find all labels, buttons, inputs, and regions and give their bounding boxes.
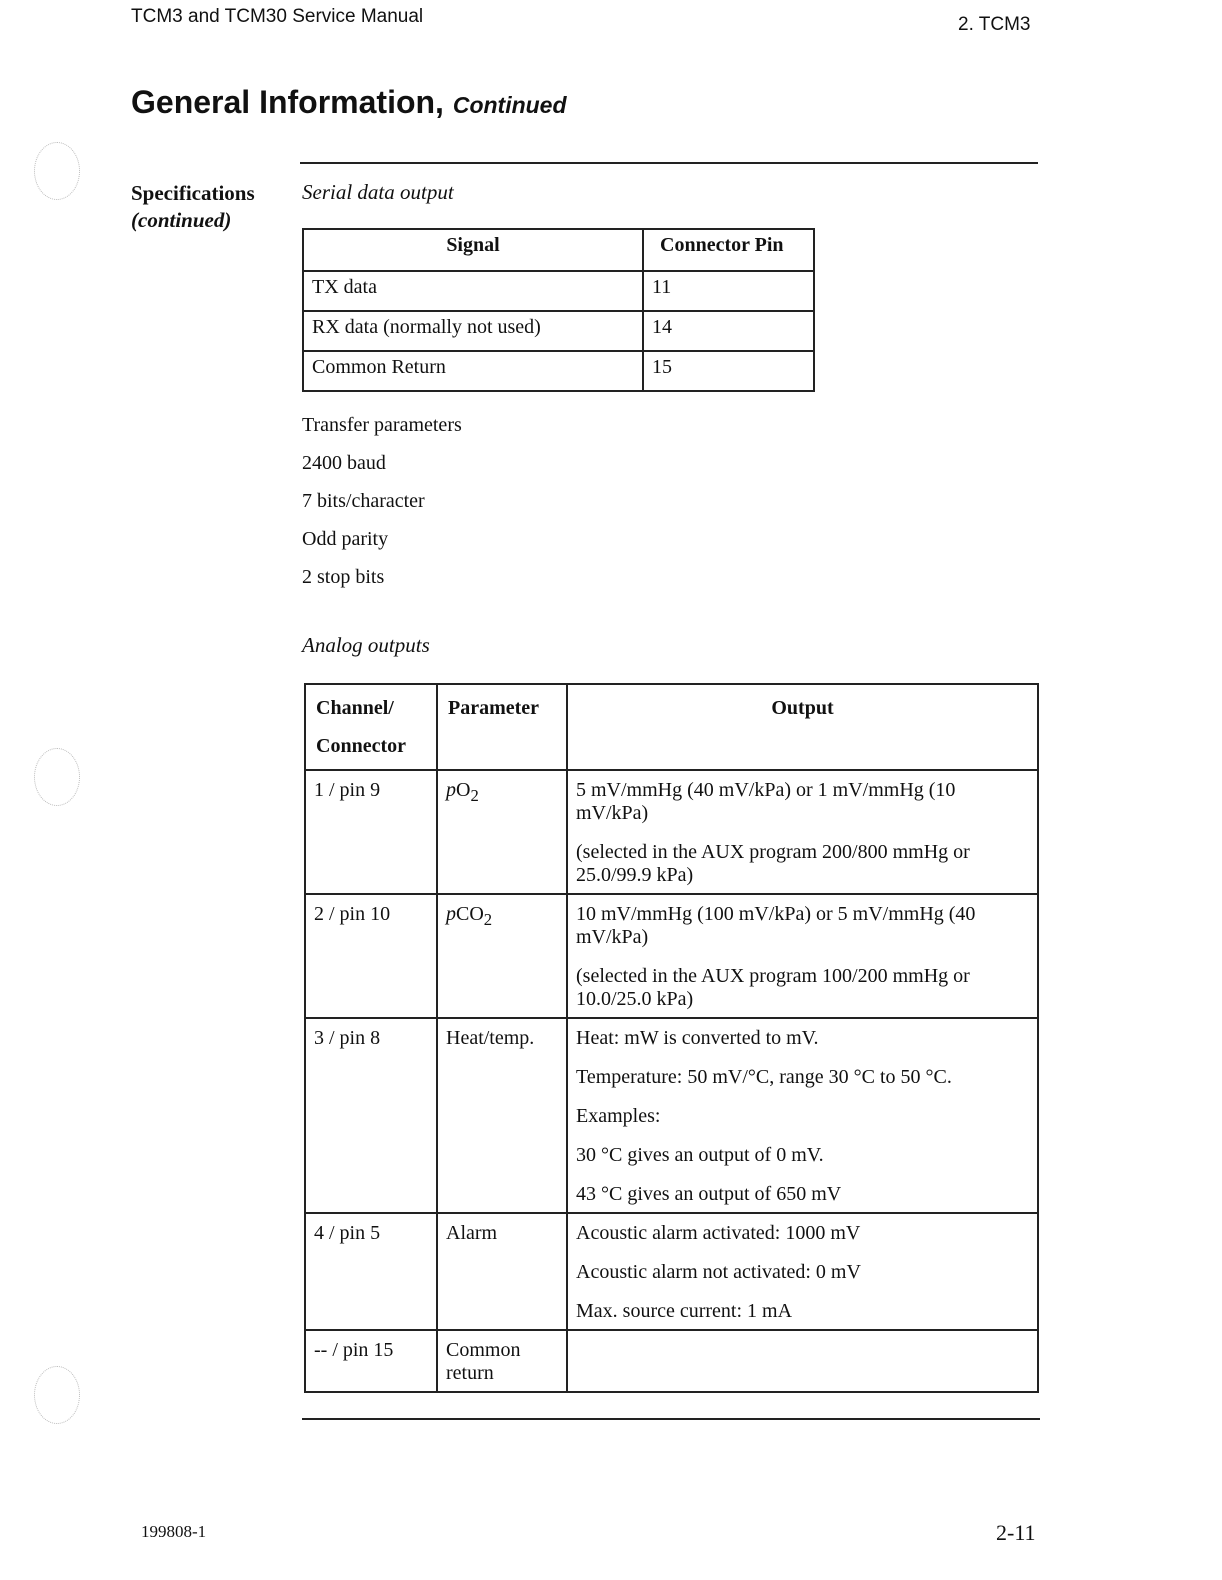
output-cell [567,1213,1038,1330]
parameter-cell: Common return [437,1330,567,1392]
page-title [131,84,567,121]
output-cell [567,1330,1038,1392]
transfer-parameters-list [302,406,462,596]
bottom-divider [302,1418,1040,1420]
section-label-continued: (continued) [131,208,232,232]
table-row [305,1330,1038,1392]
parameter-main: O [456,779,471,801]
header-manual-title: TCM3 and TCM30 Service Manual [131,6,424,27]
transfer-parameters-title: Transfer parameters [302,414,462,436]
channel-cell: 3 / pin 8 [305,1018,437,1213]
output-line: 30 °C gives an output of 0 mV. [576,1144,824,1166]
column-header-channel-line1: Channel/ [316,697,394,719]
table-header-row [303,229,814,271]
table-row [305,1018,1038,1213]
table-row [303,311,814,351]
table-row [305,1213,1038,1330]
serial-output-title: Serial data output [302,180,454,204]
page-title-continued: Continued [452,92,567,118]
parameter-subscript: 2 [483,910,493,929]
parameter-cell: Alarm [437,1213,567,1330]
column-header-channel-line2: Connector [316,735,406,757]
parameter-main: CO [456,903,484,925]
channel-cell: -- / pin 15 [305,1330,437,1392]
output-line: (selected in the AUX program 200/800 mmHg or 25.0/99.9 kPa) [576,841,970,886]
top-divider [300,162,1038,164]
punch-hole-mark [34,142,80,200]
signal-cell: RX data (normally not used) [303,311,643,351]
header-chapter: 2. TCM3 [958,14,1031,35]
parameter-prefix: p [446,903,456,925]
column-header-signal: Signal [303,229,643,271]
table-row [305,894,1038,1018]
column-header-connector-pin: Connector Pin [643,229,814,271]
output-line: 10 mV/mmHg (100 mV/kPa) or 5 mV/mmHg (40 mV/kPa) [576,903,976,948]
pin-cell: 11 [643,271,814,311]
column-header-channel [305,684,437,770]
output-cell [567,894,1038,1018]
list-item: 2400 baud [302,452,386,474]
page-title-main: General Information, [131,84,444,120]
pin-cell: 15 [643,351,814,391]
output-line: Examples: [576,1105,661,1127]
serial-output-table [302,228,815,392]
channel-cell: 4 / pin 5 [305,1213,437,1330]
output-cell [567,770,1038,894]
output-line: 43 °C gives an output of 650 mV [576,1183,842,1205]
output-line: Max. source current: 1 mA [576,1300,793,1322]
table-header-row [305,684,1038,770]
parameter-cell [437,894,567,1018]
parameter-subscript: 2 [470,786,479,805]
table-row [303,271,814,311]
section-label-main: Specifications [131,181,255,205]
channel-cell: 1 / pin 9 [305,770,437,894]
output-line: (selected in the AUX program 100/200 mmHg or 10.0/25.0 kPa) [576,965,970,1010]
signal-cell: Common Return [303,351,643,391]
list-item: 2 stop bits [302,566,385,588]
output-line: Heat: mW is converted to mV. [576,1027,819,1049]
footer-document-number: 199808-1 [141,1522,207,1541]
output-line: Temperature: 50 mV/°C, range 30 °C to 50 °C. [576,1066,952,1088]
table-row [303,351,814,391]
parameter-cell [437,770,567,894]
output-cell [567,1018,1038,1213]
analog-outputs-title: Analog outputs [302,633,430,657]
column-header-parameter: Parameter [437,684,567,770]
parameter-cell: Heat/temp. [437,1018,567,1213]
list-item: Odd parity [302,528,389,550]
list-item: 7 bits/character [302,490,425,512]
table-row [305,770,1038,894]
output-line: Acoustic alarm activated: 1000 mV [576,1222,861,1244]
output-line: Acoustic alarm not activated: 0 mV [576,1261,861,1283]
punch-hole-mark [34,748,80,806]
analog-outputs-table [304,683,1039,1393]
channel-cell: 2 / pin 10 [305,894,437,1018]
signal-cell: TX data [303,271,643,311]
section-label [131,180,255,234]
output-line: 5 mV/mmHg (40 mV/kPa) or 1 mV/mmHg (10 mV/kPa) [576,779,956,824]
footer-page-number: 2-11 [996,1520,1036,1545]
column-header-output: Output [567,684,1038,770]
parameter-prefix: p [446,779,456,801]
pin-cell: 14 [643,311,814,351]
punch-hole-mark [34,1366,80,1424]
